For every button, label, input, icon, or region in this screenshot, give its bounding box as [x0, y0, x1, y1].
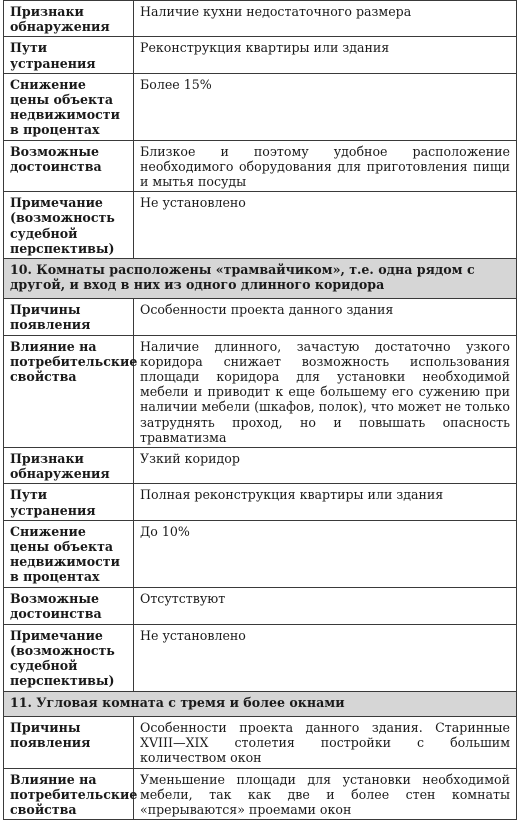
- table-row: [4, 624, 517, 691]
- section-header-row: [4, 259, 517, 299]
- row-label: Признаки обнаружения: [4, 1, 134, 37]
- row-value: Наличие кухни недостаточного размера: [134, 1, 517, 37]
- table-row: [4, 37, 517, 73]
- row-value: Особенности проекта данного здания: [134, 299, 517, 335]
- table-row: [4, 716, 517, 768]
- row-value: Уменьшение площади для установки необходимой мебели, так как две и более стен комнаты «прерываются» проемами окон: [134, 768, 517, 820]
- table-row: [4, 1, 517, 37]
- row-label: Снижение цены объекта недвижимости в процентах: [4, 520, 134, 587]
- row-label: Влияние на потребительские свойства: [4, 768, 134, 820]
- table-row: [4, 768, 517, 820]
- table-row: [4, 140, 517, 192]
- row-value: Отсутствуют: [134, 587, 517, 624]
- table-row: [4, 587, 517, 624]
- row-value: Наличие длинного, зачастую достаточно узкого коридора снижает возможность использования площади коридора для установки необходимой мебели и приводит к еще большему его сужению при наличии мебели (шкафов, полок), что может не только затруднять проход, но и повышать опасность травматизма: [134, 335, 517, 447]
- row-label: Примечание (возможность судебной перспективы): [4, 624, 134, 691]
- table-row: [4, 335, 517, 447]
- table-row: [4, 192, 517, 259]
- row-value: Более 15%: [134, 73, 517, 140]
- table-row: [4, 448, 517, 484]
- row-value: Реконструкция квартиры или здания: [134, 37, 517, 73]
- table-row: [4, 484, 517, 520]
- section-title: 10. Комнаты расположены «трамвайчиком», т.е. одна рядом с другой, и вход в них из одного длинного коридора: [4, 259, 517, 299]
- row-value: До 10%: [134, 520, 517, 587]
- criteria-table: [3, 0, 517, 820]
- row-label: Причины появления: [4, 299, 134, 335]
- table-row: [4, 299, 517, 335]
- row-value: Узкий коридор: [134, 448, 517, 484]
- row-value: Полная реконструкция квартиры или здания: [134, 484, 517, 520]
- row-label: Примечание (возможность судебной перспективы): [4, 192, 134, 259]
- row-label: Признаки обнаружения: [4, 448, 134, 484]
- section-header-row: [4, 691, 517, 716]
- row-value: Не установлено: [134, 624, 517, 691]
- row-value: Особенности проекта данного здания. Старинные XVIII—XIX столетия постройки с большим количеством окон: [134, 716, 517, 768]
- row-value: Близкое и поэтому удобное расположение необходимого оборудования для приготовления пищи и мытья посуды: [134, 140, 517, 192]
- row-label: Причины появления: [4, 716, 134, 768]
- row-label: Возможные достоинства: [4, 140, 134, 192]
- row-label: Влияние на потребительские свойства: [4, 335, 134, 447]
- table-row: [4, 520, 517, 587]
- criteria-table-body: [4, 1, 517, 820]
- row-label: Возможные достоинства: [4, 587, 134, 624]
- row-label: Пути устранения: [4, 37, 134, 73]
- row-label: Снижение цены объекта недвижимости в процентах: [4, 73, 134, 140]
- table-row: [4, 73, 517, 140]
- section-title: 11. Угловая комната с тремя и более окнами: [4, 691, 517, 716]
- row-value: Не установлено: [134, 192, 517, 259]
- row-label: Пути устранения: [4, 484, 134, 520]
